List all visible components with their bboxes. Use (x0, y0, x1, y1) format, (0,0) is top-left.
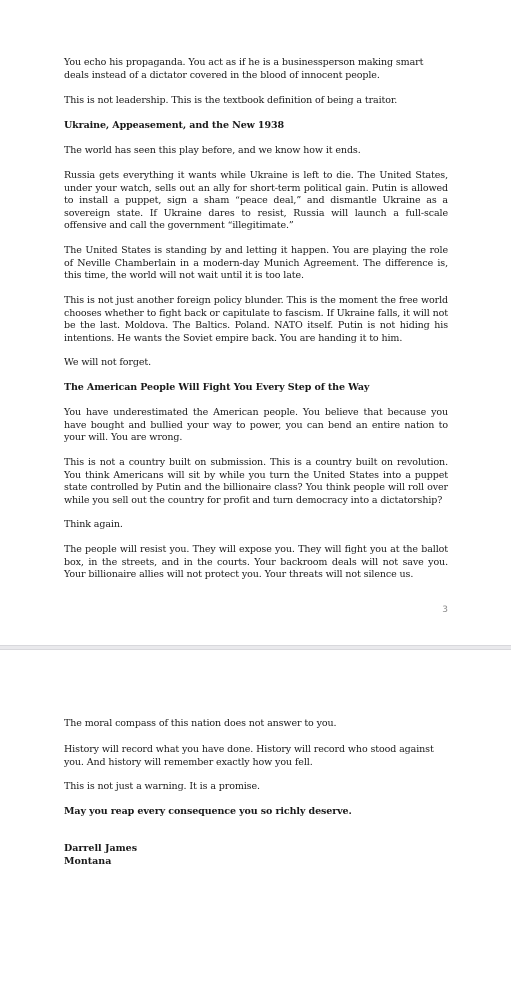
paragraph-propaganda: You echo his propaganda. You act as if he is a businessperson making smart deals instead of a dictator covered in the blood of innocent people. (64, 57, 424, 81)
closing-line: May you reap every consequence you so richly deserve. (64, 806, 352, 817)
signature-name: Darrell James (64, 843, 138, 854)
paragraph-russia-gets-everything: Russia gets everything it wants while Ukraine is left to die. The United States, under your watch, sells out an ally for short-term political gain. Putin is allowed to install a puppet, sign a sham “peace deal,” and dismantle Ukraine as a sovereign state. If Ukraine dares to resist, Russia will launch a full-scale offensive and call the government “illegitimate.” (64, 170, 448, 232)
paragraph-moral-compass: The moral compass of this nation does not answer to you. (64, 718, 337, 729)
paragraph-not-forget: We will not forget. (64, 357, 151, 368)
paragraph-standing-by: The United States is standing by and letting it happen. You are playing the role of Neville Chamberlain in a modern-day Munich Agreement. The difference is, this time, the world will not wait until it is too late. (64, 245, 448, 282)
paragraph-traitor: This is not leadership. This is the textbook definition of being a traitor. (64, 95, 398, 106)
signature-location: Montana (64, 856, 112, 867)
page-number: 3 (442, 605, 448, 615)
paragraph-think-again: Think again. (64, 519, 123, 530)
section-heading-ukraine: Ukraine, Appeasement, and the New 1938 (64, 120, 284, 131)
paragraph-underestimated: You have underestimated the American people. You believe that because you have bought and bullied your way to power, you can bend an entire nation to your will. You are wrong. (64, 407, 448, 444)
paragraph-play-before: The world has seen this play before, and we know how it ends. (64, 145, 361, 156)
paragraph-not-submission: This is not a country built on submission. This is a country built on revolution. You think Americans will sit by while you turn the United States into a puppet state controlled by Putin and the billionaire class? You think people will roll over while you sell out the country for profit and turn democracy into a dictatorship? (64, 457, 448, 506)
paragraph-people-will-resist: The people will resist you. They will expose you. They will fight you at the ballot box, in the streets, and in the courts. Your backroom deals will not save you. Your billionaire allies will not protect you. Your threats will not silence us. (64, 544, 448, 581)
section-heading-american-people: The American People Will Fight You Every Step of the Way (64, 382, 370, 393)
document-page-4 (0, 650, 511, 1000)
paragraph-warning-promise: This is not just a warning. It is a promise. (64, 781, 260, 792)
paragraph-foreign-policy: This is not just another foreign policy blunder. This is the moment the free world chooses whether to fight back or capitulate to fascism. If Ukraine falls, it will not be the last. Moldova. The Baltics. Poland. NATO itself. Putin is not hiding his intentions. He wants the Soviet empire back. You are handing it to him. (64, 295, 448, 344)
paragraph-history-will-record: History will record what you have done. History will record who stood against you. And history will remember exactly how you fell. (64, 744, 434, 768)
